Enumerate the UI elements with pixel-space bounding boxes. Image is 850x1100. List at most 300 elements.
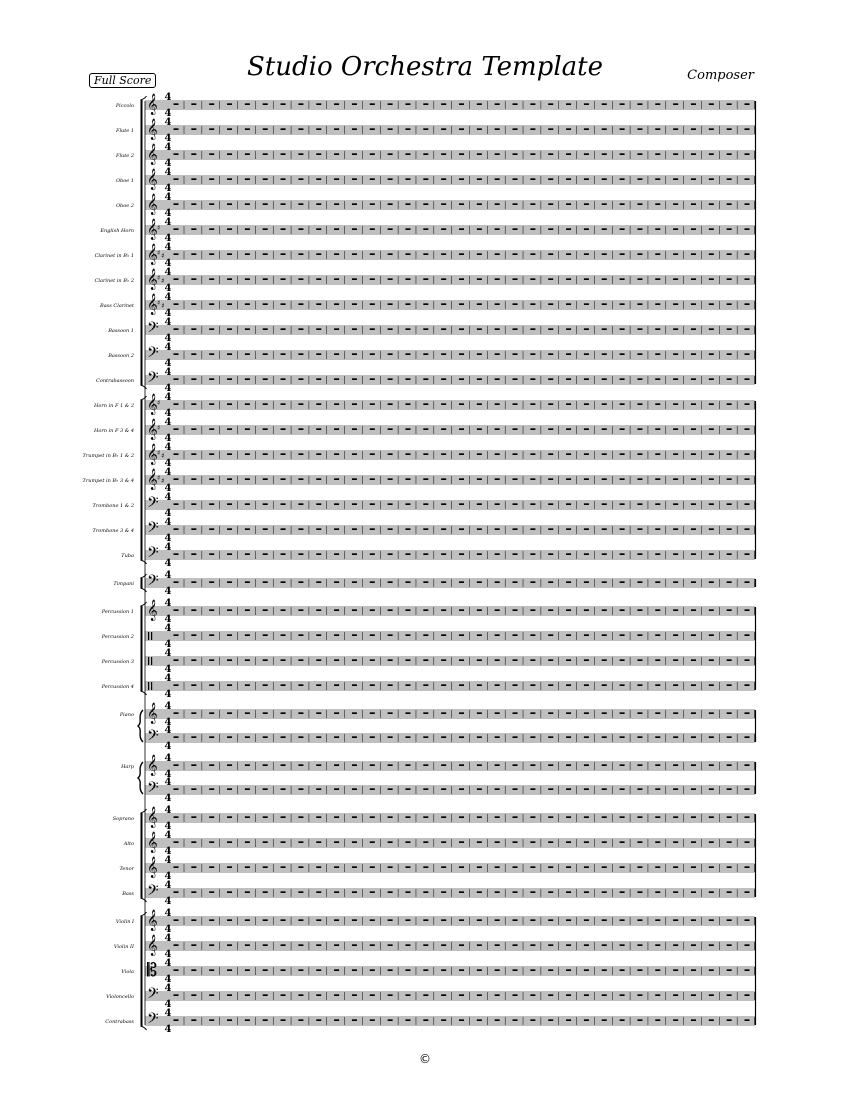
whole-rest: [495, 429, 500, 431]
whole-rest: [352, 479, 357, 481]
whole-rest: [709, 582, 714, 584]
whole-rest: [620, 104, 625, 106]
whole-rest: [495, 154, 500, 156]
sharp-icon: ♯: [157, 299, 161, 307]
whole-rest: [691, 379, 696, 381]
whole-rest: [620, 765, 625, 767]
whole-rest: [691, 610, 696, 612]
whole-rest: [388, 995, 393, 997]
whole-rest: [209, 660, 214, 662]
whole-rest: [620, 229, 625, 231]
whole-rest: [709, 429, 714, 431]
whole-rest: [548, 660, 553, 662]
whole-rest: [263, 867, 268, 869]
whole-rest: [174, 479, 179, 481]
time-signature-top: 4: [164, 292, 172, 303]
whole-rest: [263, 204, 268, 206]
whole-rest: [298, 504, 303, 506]
whole-rest: [316, 842, 321, 844]
instrument-name: Bassoon 1: [108, 328, 134, 334]
whole-rest: [709, 685, 714, 687]
whole-rest: [334, 504, 339, 506]
whole-rest: [477, 229, 482, 231]
whole-rest: [245, 610, 250, 612]
whole-rest: [745, 660, 750, 662]
whole-rest: [370, 660, 375, 662]
whole-rest: [673, 379, 678, 381]
staff: [116, 192, 755, 219]
whole-rest: [334, 892, 339, 894]
time-signature-bottom: 4: [164, 483, 172, 494]
whole-rest: [352, 610, 357, 612]
staff: [93, 392, 755, 419]
staff: [93, 492, 755, 519]
whole-rest: [691, 304, 696, 306]
whole-rest: [423, 945, 428, 947]
whole-rest: [727, 713, 732, 715]
whole-rest: [673, 154, 678, 156]
whole-rest: [227, 279, 232, 281]
treble-clef-icon: 𝄞: [147, 444, 158, 465]
whole-rest: [637, 279, 642, 281]
whole-rest: [530, 737, 535, 739]
whole-rest: [548, 582, 553, 584]
instrument-name: Contrabassoon: [96, 378, 134, 384]
whole-rest: [405, 789, 410, 791]
whole-rest: [620, 154, 625, 156]
treble-clef-icon: 𝄞: [147, 394, 158, 415]
time-signature-bottom: 4: [164, 158, 172, 169]
whole-rest: [637, 354, 642, 356]
whole-rest: [513, 479, 518, 481]
whole-rest: [423, 229, 428, 231]
whole-rest: [227, 404, 232, 406]
whole-rest: [477, 504, 482, 506]
whole-rest: [281, 479, 286, 481]
whole-rest: [245, 354, 250, 356]
whole-rest: [316, 179, 321, 181]
whole-rest: [620, 892, 625, 894]
whole-rest: [298, 454, 303, 456]
whole-rest: [227, 737, 232, 739]
staff: [113, 805, 755, 832]
whole-rest: [352, 842, 357, 844]
bass-clef-icon: 𝄢: [147, 544, 159, 565]
whole-rest: [316, 554, 321, 556]
whole-rest: [352, 154, 357, 156]
whole-rest: [174, 635, 179, 637]
whole-rest: [477, 529, 482, 531]
whole-rest: [691, 995, 696, 997]
whole-rest: [530, 454, 535, 456]
whole-rest: [191, 685, 196, 687]
whole-rest: [352, 104, 357, 106]
whole-rest: [334, 229, 339, 231]
whole-rest: [334, 842, 339, 844]
whole-rest: [602, 154, 607, 156]
percussion-clef-icon: [151, 682, 152, 690]
whole-rest: [673, 129, 678, 131]
whole-rest: [316, 404, 321, 406]
whole-rest: [209, 789, 214, 791]
whole-rest: [709, 254, 714, 256]
bass-clef-icon: 𝄢: [147, 985, 159, 1006]
whole-rest: [477, 945, 482, 947]
whole-rest: [477, 765, 482, 767]
whole-rest: [584, 104, 589, 106]
whole-rest: [263, 789, 268, 791]
whole-rest: [691, 892, 696, 894]
whole-rest: [477, 104, 482, 106]
whole-rest: [441, 765, 446, 767]
whole-rest: [620, 842, 625, 844]
whole-rest: [459, 842, 464, 844]
whole-rest: [691, 279, 696, 281]
whole-rest: [441, 154, 446, 156]
whole-rest: [191, 479, 196, 481]
time-signature-bottom: 4: [164, 846, 172, 857]
whole-rest: [566, 204, 571, 206]
whole-rest: [548, 404, 553, 406]
whole-rest: [334, 660, 339, 662]
bracket-hook: [141, 560, 147, 564]
whole-rest: [584, 867, 589, 869]
whole-rest: [441, 504, 446, 506]
whole-rest: [530, 104, 535, 106]
whole-rest: [370, 635, 375, 637]
whole-rest: [584, 765, 589, 767]
whole-rest: [459, 817, 464, 819]
whole-rest: [316, 970, 321, 972]
whole-rest: [388, 379, 393, 381]
whole-rest: [548, 789, 553, 791]
whole-rest: [459, 945, 464, 947]
whole-rest: [709, 404, 714, 406]
whole-rest: [174, 995, 179, 997]
whole-rest: [405, 995, 410, 997]
whole-rest: [530, 204, 535, 206]
whole-rest: [513, 685, 518, 687]
whole-rest: [423, 685, 428, 687]
whole-rest: [298, 279, 303, 281]
whole-rest: [745, 920, 750, 922]
instrument-name: Percussion 2: [101, 634, 134, 640]
treble-clef-icon: 𝄞: [147, 600, 158, 621]
sharp-icon: ♯: [157, 399, 161, 407]
whole-rest: [388, 817, 393, 819]
whole-rest: [548, 229, 553, 231]
whole-rest: [174, 685, 179, 687]
whole-rest: [637, 842, 642, 844]
whole-rest: [566, 229, 571, 231]
whole-rest: [405, 379, 410, 381]
instrument-name: Bass Clarinet: [100, 303, 134, 309]
whole-rest: [191, 254, 196, 256]
whole-rest: [423, 789, 428, 791]
whole-rest: [566, 279, 571, 281]
whole-rest: [227, 635, 232, 637]
whole-rest: [602, 354, 607, 356]
whole-rest: [477, 379, 482, 381]
whole-rest: [530, 229, 535, 231]
whole-rest: [423, 554, 428, 556]
whole-rest: [298, 737, 303, 739]
whole-rest: [602, 554, 607, 556]
instrument-name: Horn in F 3 & 4: [93, 428, 134, 434]
whole-rest: [405, 279, 410, 281]
whole-rest: [245, 329, 250, 331]
whole-rest: [352, 737, 357, 739]
instrument-name: Trombone 1 & 2: [92, 503, 134, 509]
whole-rest: [637, 554, 642, 556]
whole-rest: [495, 529, 500, 531]
whole-rest: [655, 685, 660, 687]
whole-rest: [530, 945, 535, 947]
whole-rest: [566, 1020, 571, 1022]
whole-rest: [584, 404, 589, 406]
whole-rest: [263, 454, 268, 456]
whole-rest: [530, 554, 535, 556]
whole-rest: [745, 379, 750, 381]
whole-rest: [441, 817, 446, 819]
whole-rest: [745, 529, 750, 531]
whole-rest: [673, 429, 678, 431]
whole-rest: [334, 204, 339, 206]
whole-rest: [620, 737, 625, 739]
whole-rest: [459, 765, 464, 767]
whole-rest: [191, 920, 196, 922]
whole-rest: [191, 129, 196, 131]
whole-rest: [227, 104, 232, 106]
whole-rest: [548, 635, 553, 637]
whole-rest: [423, 354, 428, 356]
whole-rest: [209, 817, 214, 819]
whole-rest: [459, 582, 464, 584]
staff: [121, 958, 755, 985]
time-signature-top: 4: [164, 725, 172, 736]
whole-rest: [263, 660, 268, 662]
whole-rest: [691, 867, 696, 869]
whole-rest: [227, 582, 232, 584]
whole-rest: [655, 254, 660, 256]
whole-rest: [298, 379, 303, 381]
whole-rest: [459, 660, 464, 662]
whole-rest: [441, 660, 446, 662]
whole-rest: [191, 454, 196, 456]
whole-rest: [620, 995, 625, 997]
whole-rest: [566, 995, 571, 997]
whole-rest: [477, 867, 482, 869]
sharp-icon: ♯: [161, 252, 165, 260]
whole-rest: [566, 970, 571, 972]
whole-rest: [637, 329, 642, 331]
whole-rest: [352, 945, 357, 947]
whole-rest: [745, 842, 750, 844]
whole-rest: [584, 995, 589, 997]
whole-rest: [191, 945, 196, 947]
whole-rest: [637, 817, 642, 819]
whole-rest: [637, 635, 642, 637]
whole-rest: [441, 582, 446, 584]
whole-rest: [334, 737, 339, 739]
whole-rest: [227, 660, 232, 662]
whole-rest: [727, 354, 732, 356]
whole-rest: [620, 354, 625, 356]
whole-rest: [281, 254, 286, 256]
whole-rest: [513, 279, 518, 281]
whole-rest: [191, 504, 196, 506]
whole-rest: [388, 279, 393, 281]
whole-rest: [530, 610, 535, 612]
whole-rest: [281, 582, 286, 584]
whole-rest: [245, 842, 250, 844]
whole-rest: [298, 610, 303, 612]
whole-rest: [423, 713, 428, 715]
instrument-name: Violin I: [115, 919, 134, 925]
whole-rest: [352, 970, 357, 972]
whole-rest: [263, 529, 268, 531]
whole-rest: [191, 737, 196, 739]
whole-rest: [209, 610, 214, 612]
whole-rest: [566, 429, 571, 431]
whole-rest: [405, 104, 410, 106]
whole-rest: [388, 737, 393, 739]
whole-rest: [727, 1020, 732, 1022]
instrument-name: Tenor: [119, 866, 134, 872]
whole-rest: [263, 404, 268, 406]
staff: [106, 983, 755, 1010]
whole-rest: [637, 765, 642, 767]
whole-rest: [191, 529, 196, 531]
whole-rest: [441, 713, 446, 715]
instrument-name: Oboe 2: [115, 203, 134, 209]
whole-rest: [584, 304, 589, 306]
whole-rest: [441, 685, 446, 687]
whole-rest: [602, 429, 607, 431]
whole-rest: [352, 995, 357, 997]
whole-rest: [191, 329, 196, 331]
whole-rest: [370, 970, 375, 972]
whole-rest: [584, 154, 589, 156]
group-bracket: [141, 100, 143, 385]
whole-rest: [352, 529, 357, 531]
whole-rest: [281, 404, 286, 406]
whole-rest: [227, 504, 232, 506]
whole-rest: [727, 920, 732, 922]
whole-rest: [209, 104, 214, 106]
whole-rest: [745, 254, 750, 256]
whole-rest: [673, 970, 678, 972]
whole-rest: [584, 129, 589, 131]
whole-rest: [245, 304, 250, 306]
whole-rest: [459, 404, 464, 406]
whole-rest: [209, 970, 214, 972]
whole-rest: [245, 945, 250, 947]
whole-rest: [388, 842, 393, 844]
whole-rest: [655, 765, 660, 767]
whole-rest: [405, 154, 410, 156]
whole-rest: [316, 582, 321, 584]
whole-rest: [405, 479, 410, 481]
time-signature-bottom: 4: [164, 258, 172, 269]
whole-rest: [673, 610, 678, 612]
whole-rest: [477, 789, 482, 791]
whole-rest: [691, 817, 696, 819]
whole-rest: [673, 660, 678, 662]
copyright-notice: ©: [419, 1052, 431, 1066]
whole-rest: [405, 179, 410, 181]
whole-rest: [441, 1020, 446, 1022]
whole-rest: [263, 685, 268, 687]
whole-rest: [602, 660, 607, 662]
whole-rest: [352, 354, 357, 356]
whole-rest: [548, 970, 553, 972]
whole-rest: [584, 529, 589, 531]
whole-rest: [227, 329, 232, 331]
whole-rest: [191, 842, 196, 844]
whole-rest: [673, 765, 678, 767]
whole-rest: [174, 842, 179, 844]
whole-rest: [513, 179, 518, 181]
whole-rest: [727, 995, 732, 997]
whole-rest: [227, 713, 232, 715]
group-bracket: [141, 578, 143, 588]
whole-rest: [727, 179, 732, 181]
whole-rest: [566, 842, 571, 844]
score-title: Studio Orchestra Template: [247, 52, 603, 82]
whole-rest: [727, 554, 732, 556]
whole-rest: [209, 329, 214, 331]
whole-rest: [727, 635, 732, 637]
whole-rest: [673, 789, 678, 791]
whole-rest: [584, 329, 589, 331]
whole-rest: [566, 713, 571, 715]
whole-rest: [637, 179, 642, 181]
group-bracket: [141, 916, 143, 1026]
whole-rest: [316, 610, 321, 612]
whole-rest: [209, 920, 214, 922]
bass-clef-icon: 𝄢: [147, 344, 159, 365]
whole-rest: [227, 554, 232, 556]
whole-rest: [263, 479, 268, 481]
whole-rest: [388, 529, 393, 531]
whole-rest: [459, 867, 464, 869]
whole-rest: [477, 892, 482, 894]
whole-rest: [263, 817, 268, 819]
whole-rest: [655, 104, 660, 106]
whole-rest: [495, 582, 500, 584]
whole-rest: [281, 660, 286, 662]
whole-rest: [459, 204, 464, 206]
whole-rest: [584, 789, 589, 791]
whole-rest: [405, 892, 410, 894]
whole-rest: [637, 529, 642, 531]
whole-rest: [655, 529, 660, 531]
whole-rest: [637, 867, 642, 869]
whole-rest: [691, 154, 696, 156]
treble-clef-icon: 𝄞: [147, 807, 158, 828]
whole-rest: [281, 789, 286, 791]
staff: [119, 701, 755, 728]
whole-rest: [548, 279, 553, 281]
whole-rest: [352, 1020, 357, 1022]
whole-rest: [263, 554, 268, 556]
percussion-clef-icon: [148, 682, 149, 690]
whole-rest: [566, 379, 571, 381]
whole-rest: [655, 179, 660, 181]
whole-rest: [423, 817, 428, 819]
whole-rest: [316, 789, 321, 791]
